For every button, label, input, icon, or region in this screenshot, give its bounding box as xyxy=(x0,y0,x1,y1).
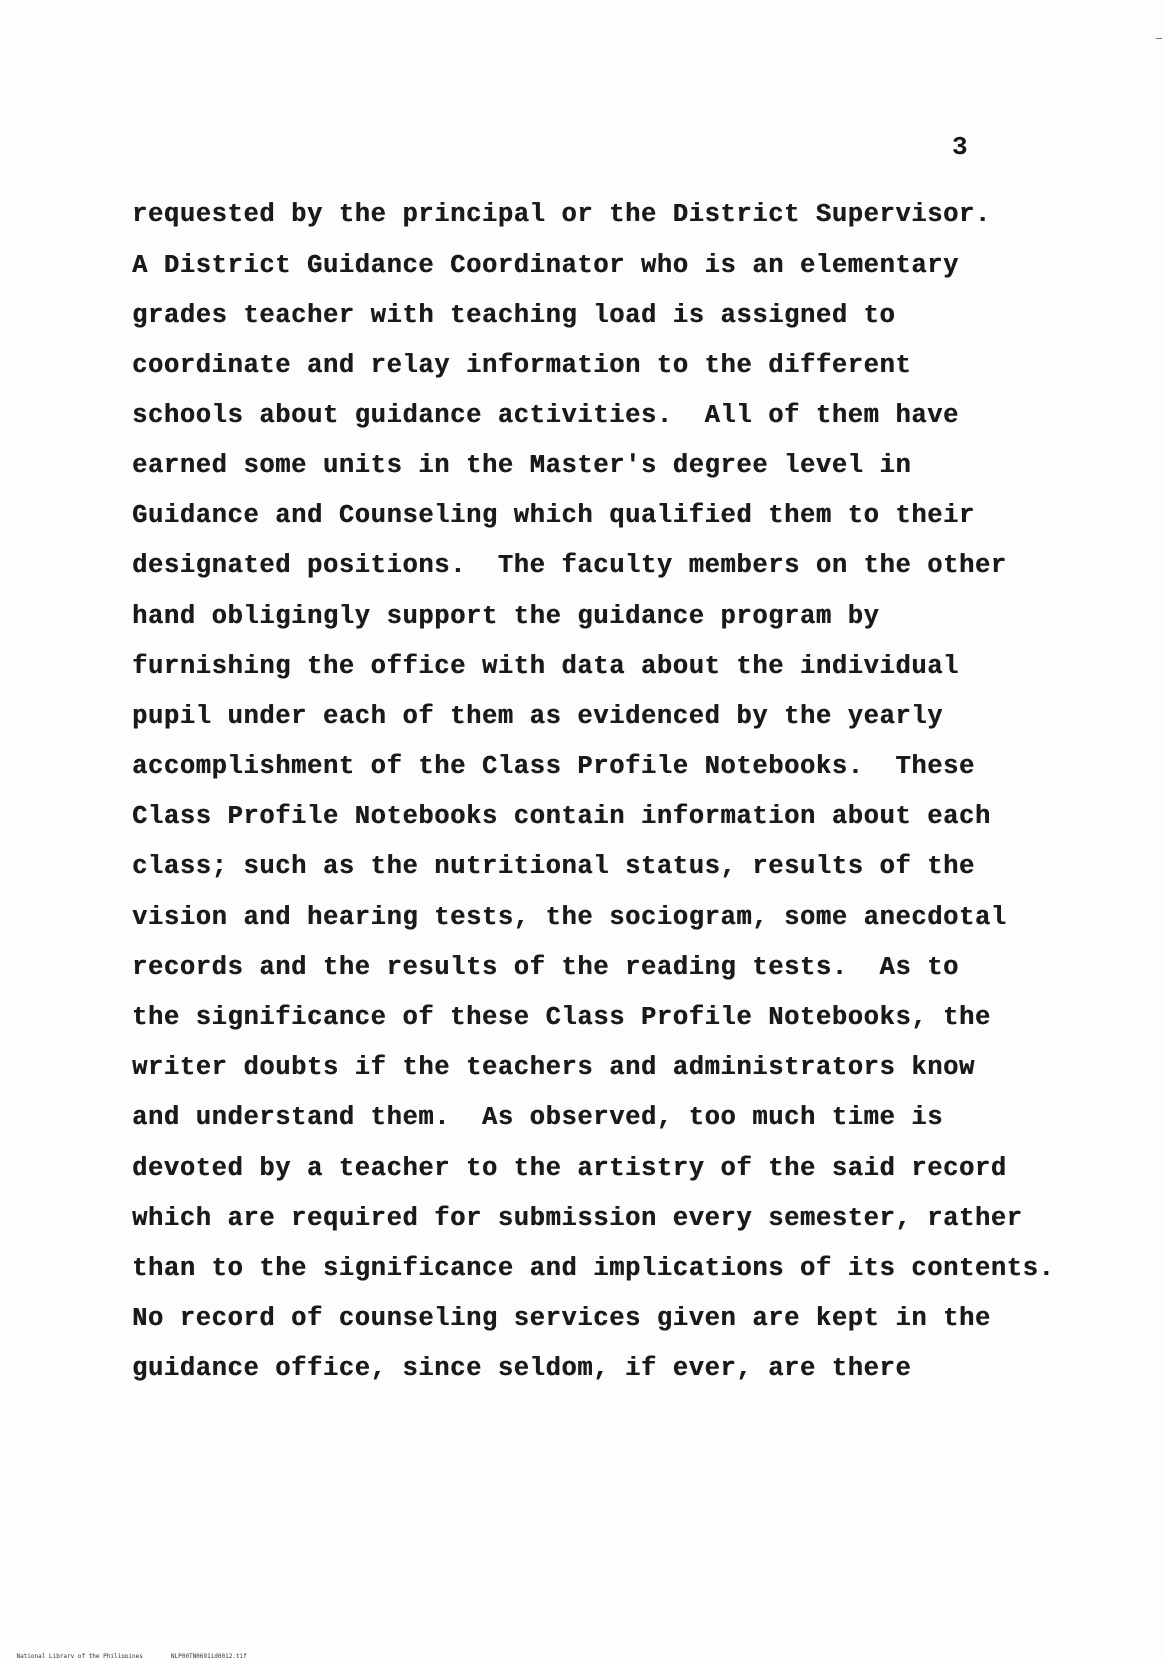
library-credit: National Library of the Philippines xyxy=(16,1653,143,1658)
text-line: records and the results of the reading tests. As to xyxy=(132,953,959,982)
text-line: grades teacher with teaching load is assigned to xyxy=(132,301,896,330)
file-id: NLP00TN0691id0012.tif xyxy=(170,1653,247,1658)
text-line: pupil under each of them as evidenced by the yearly xyxy=(132,702,944,731)
text-line: guidance office, since seldom, if ever, are there xyxy=(132,1354,912,1383)
text-line: than to the significance and implications of its contents. xyxy=(132,1254,1055,1283)
page-number: 3 xyxy=(952,132,968,162)
text-line: earned some units in the Master's degree level in xyxy=(132,451,912,480)
text-line: Class Profile Notebooks contain information about each xyxy=(132,802,991,831)
text-line: coordinate and relay information to the different xyxy=(132,351,912,380)
text-line: and understand them. As observed, too much time is xyxy=(132,1103,944,1132)
margin-mark xyxy=(1156,38,1162,39)
text-line: Guidance and Counseling which qualified them to their xyxy=(132,501,975,530)
text-line: the significance of these Class Profile Notebooks, the xyxy=(132,1003,991,1032)
text-line: A District Guidance Coordinator who is an elementary xyxy=(132,251,959,280)
text-line: devoted by a teacher to the artistry of the said record xyxy=(132,1154,1007,1183)
text-line: furnishing the office with data about the individual xyxy=(132,652,959,681)
text-line: hand obligingly support the guidance program by xyxy=(132,602,880,631)
text-line: which are required for submission every semester, rather xyxy=(132,1204,1023,1233)
text-line: designated positions. The faculty members on the other xyxy=(132,551,1007,580)
text-line: writer doubts if the teachers and administrators know xyxy=(132,1053,975,1082)
text-line: No record of counseling services given are kept in the xyxy=(132,1304,991,1333)
text-line: schools about guidance activities. All of them have xyxy=(132,401,959,430)
text-line: accomplishment of the Class Profile Notebooks. These xyxy=(132,752,975,781)
text-line: class; such as the nutritional status, results of the xyxy=(132,852,975,881)
scan-footer xyxy=(2,1646,247,1658)
text-line: vision and hearing tests, the sociogram, some anecdotal xyxy=(132,903,1007,932)
text-line: requested by the principal or the District Supervisor. xyxy=(132,200,991,229)
